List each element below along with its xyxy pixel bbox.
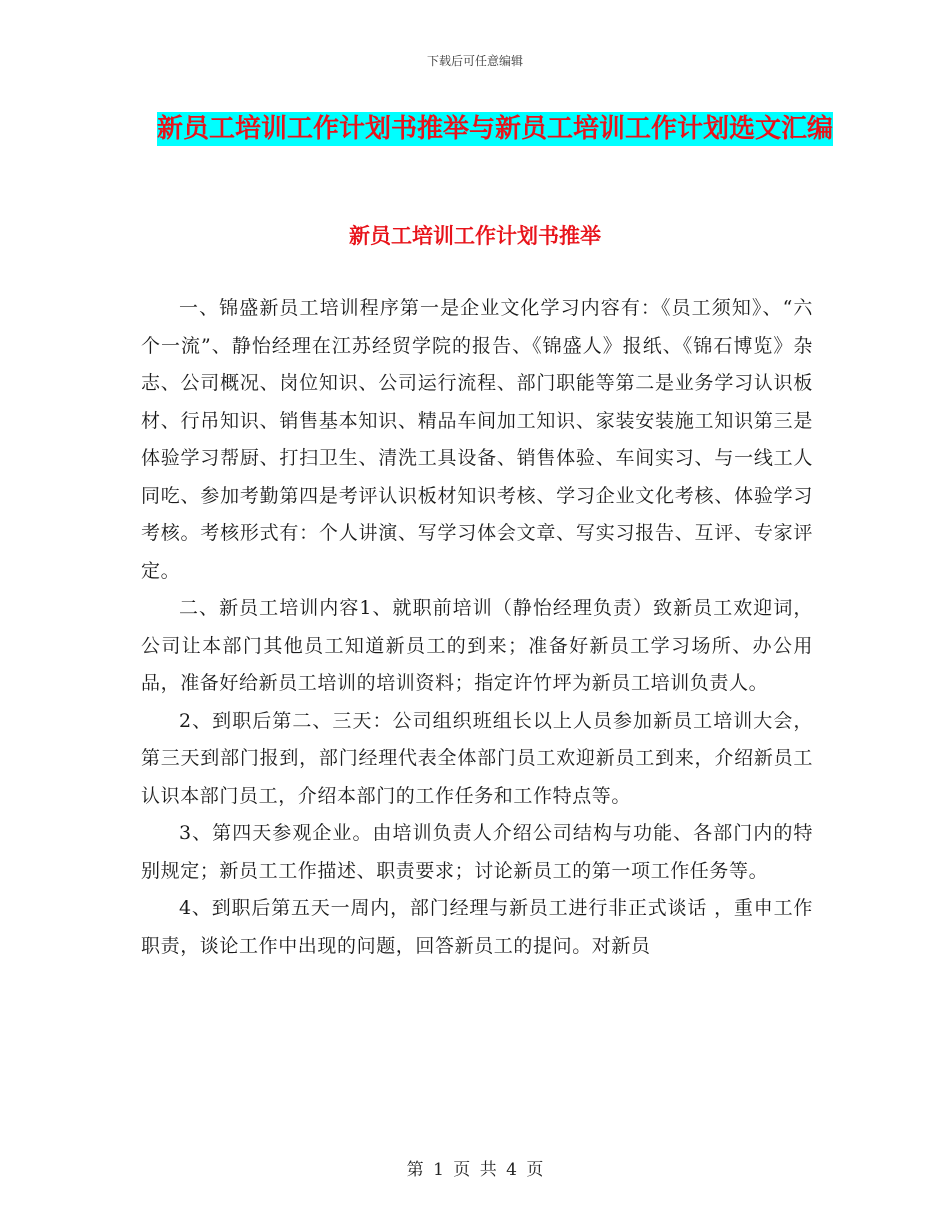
page-number: 第 1 页 共 4 页 [406,1160,544,1180]
section-title: 新员工培训工作计划书推举 [349,224,601,248]
paragraph-4: 3、第四天参观企业。由培训负责人介绍公司结构与功能、各部门内的特别规定；新员工工作描述、职责要求；讨论新员工的第一项工作任务等。 [141,822,813,882]
document-title [150,106,840,152]
document-body [141,290,813,965]
paragraph-3: 2、到职后第二、三天：公司组织班组长以上人员参加新员工培训大会，第三天到部门报到，部门经理代表全体部门员工欢迎新员工到来，介绍新员工认识本部门员工，介绍本部门的工作任务和工作特点等。 [141,709,813,807]
paragraph-1: 一、锦盛新员工培训程序第一是企业文化学习内容有：《员工须知》、“六个一流”、静怡经理在江苏经贸学院的报告、《锦盛人》报纸、《锦石博览》杂志、公司概况、岗位知识、公司运行流程、部门职能等第二是业务学习认识板材、行吊知识、销售基本知识、精品车间加工知识、家装安装施工知识第三是体验学习帮厨、打扫卫生、清洗工具设备、销售体验、车间实习、与一线工人同吃、参加考勤第四是考评认识板材知识考核、学习企业文化考核、体验学习考核。考核形式有：个人讲演、写学习体会文章、写实习报告、互评、专家评定。 [141,297,813,582]
page-header-note: 下载后可任意编辑 [426,54,523,68]
paragraph-5: 4、到职后第五天一周内，部门经理与新员工进行非正式谈话 ，重申工作职责，谈论工作中出现的问题，回答新员工的提问。对新员 [141,897,813,957]
document-title-text: 新员工培训工作计划书推举与新员工培训工作计划选文汇编 [156,114,833,144]
paragraph-2: 二、新员工培训内容1、就职前培训（静怡经理负责）致新员工欢迎词，公司让本部门其他员工知道新员工的到来；准备好新员工学习场所、办公用品，准备好给新员工培训的培训资料；指定许竹坪为新员工培训负责人。 [141,597,813,694]
